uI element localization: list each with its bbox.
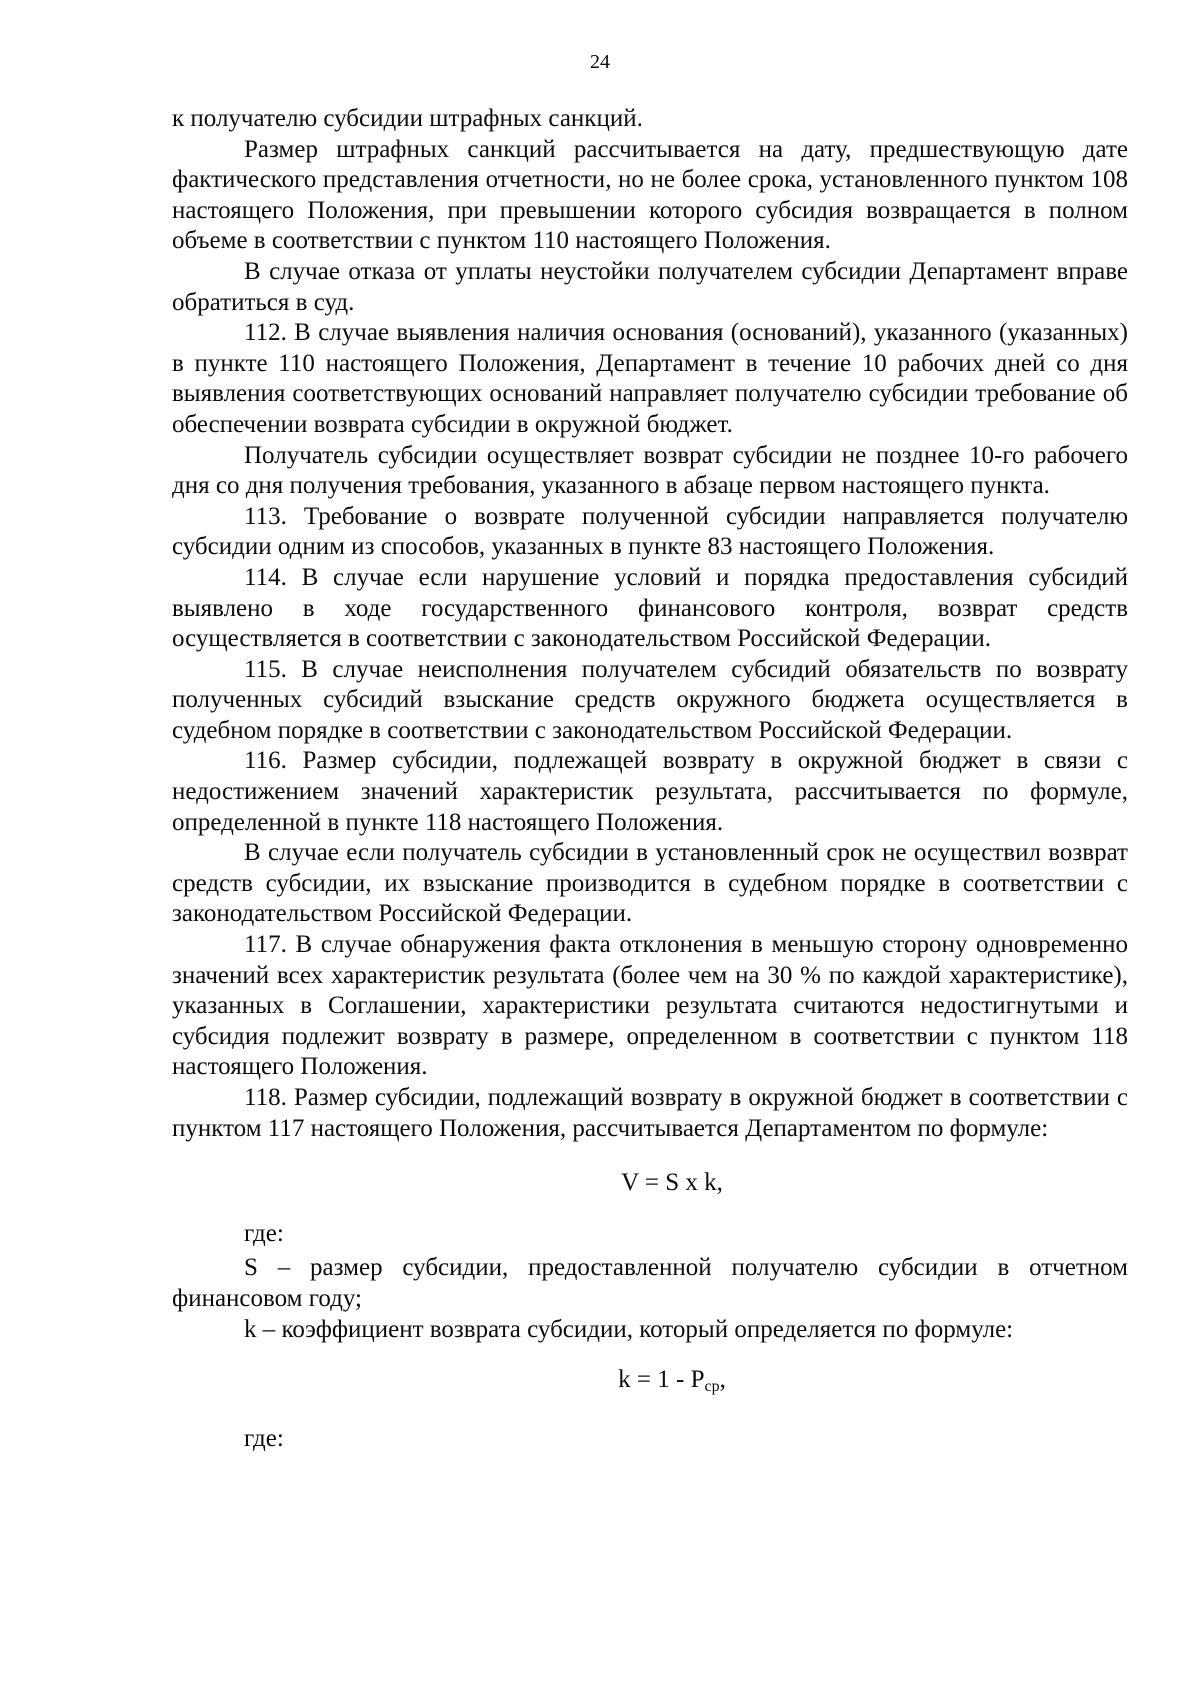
formula-k-main: k = 1 - P bbox=[618, 1366, 705, 1394]
formula-v: V = S x k, bbox=[621, 1169, 723, 1197]
definition-s: S – размер субсидии, предоставленной получателю субсидии в отчетном финансовом году; bbox=[172, 1254, 1128, 1312]
paragraph: Получатель субсидии осуществляет возврат субсидии не позднее 10-го рабочего дня со дня получения требования, указанного в абзаце первом настоящего пункта. bbox=[172, 441, 1128, 500]
paragraph: В случае отказа от уплаты неустойки получателем субсидии Департамент вправе обратиться в суд. bbox=[172, 257, 1128, 316]
paragraph-113: 113. Требование о возврате полученной субсидии направляется получателю субсидии одним из способов, указанных в пункте 83 настоящего Положения. bbox=[172, 502, 1128, 561]
document-body bbox=[172, 104, 1128, 1454]
paragraph: В случае если получатель субсидии в установленный срок не осуществил возврат средств субсидии, их взыскание производится в судебном порядке в соответствии с законодательством Российской Федерации. bbox=[172, 839, 1128, 928]
definition-k: k – коэффициент возврата субсидии, который определяется по формуле: bbox=[244, 1315, 1014, 1343]
paragraph-118: 118. Размер субсидии, подлежащий возврату в окружной бюджет в соответствии с пунктом 117 настоящего Положения, рассчитывается Департаментом по формуле: bbox=[172, 1084, 1128, 1142]
page-number: 24 bbox=[590, 51, 610, 73]
paragraph-115: 115. В случае неисполнения получателем субсидий обязательств по возврату полученных субсидий взыскание средств окружного бюджета осуществляется в судебном порядке в соответствии с законодательством Российской Федерации. bbox=[172, 655, 1128, 744]
paragraph-117: 117. В случае обнаружения факта отклонения в меньшую сторону одновременно значений всех характеристик результата (более чем на 30 % по каждой характеристике), указанных в Соглашении, характеристики результата считаются недостигнутыми и субсидия подлежит возврату в размере, определенном в соответствии с пунктом 118 настоящего Положения. bbox=[172, 931, 1128, 1081]
formula-k-subscript: ср bbox=[704, 1378, 720, 1396]
paragraph-116: 116. Размер субсидии, подлежащей возврату в окружной бюджет в связи с недостижением значений характеристик результата, рассчитывается по формуле, определенной в пункте 118 настоящего Положения. bbox=[172, 747, 1128, 836]
formula-k bbox=[172, 1365, 1128, 1396]
formula-k-tail: , bbox=[719, 1366, 726, 1394]
where-label: где: bbox=[244, 1424, 284, 1452]
where-label: где: bbox=[244, 1219, 284, 1247]
paragraph: Размер штрафных санкций рассчитывается на дату, предшествующую дате фактического представления отчетности, но не более срока, установленного пунктом 108 настоящего Положения, при превышении которого субсидия возвращается в полном объеме в соответствии с пунктом 110 настоящего Положения. bbox=[172, 135, 1128, 255]
paragraph-114: 114. В случае если нарушение условий и порядка предоставления субсидий выявлено в ходе государственного финансового контроля, возврат средств осуществляется в соответствии с законодательством Российской Федерации. bbox=[172, 563, 1128, 653]
paragraph: к получателю субсидии штрафных санкций. bbox=[172, 105, 643, 132]
paragraph-112: 112. В случае выявления наличия основания (оснований), указанного (указанных) в пункте 110 настоящего Положения, Департамент в течение 10 рабочих дней со дня выявления соответствующих оснований направляет получателю субсидии требование об обеспечении возврата субсидии в окружной бюджет. bbox=[172, 319, 1128, 438]
